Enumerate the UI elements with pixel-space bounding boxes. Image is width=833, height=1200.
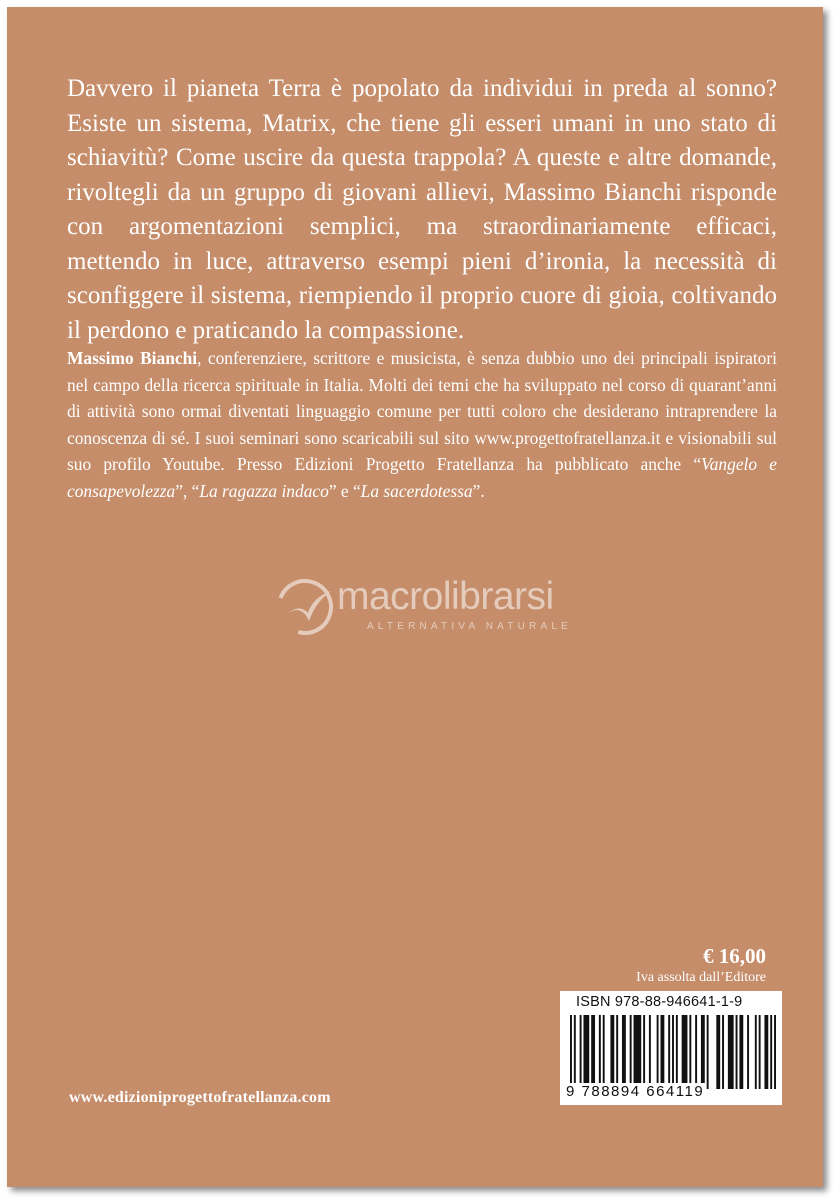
barcode-bars bbox=[570, 1015, 776, 1089]
publisher-website: www.edizioniprogettofratellanza.com bbox=[69, 1089, 331, 1106]
vat-note: Iva assolta dall’Editore bbox=[636, 970, 766, 985]
quote-sep-2: ” e “ bbox=[328, 480, 361, 501]
leaf-logo-icon bbox=[275, 577, 335, 637]
book-title-1: Vangelo e consapevolezza bbox=[67, 454, 778, 501]
book-title-3: La sacerdotessa bbox=[360, 480, 473, 501]
author-bio bbox=[67, 345, 777, 504]
price: € 16,00 bbox=[703, 944, 766, 968]
blurb-paragraph: Davvero il pianeta Terra è popolato da individui in preda al sonno? Esiste un sistema, Matrix, che tiene gli esseri umani in uno stato di schiavitù? Come uscire da questa trappola? A queste e altre domande, rivoltegli da un gruppo di giovani allievi, Massimo Bianchi risponde con argomentazioni semplici, ma straordinariamente efficaci, mettendo in luce, attraverso esempi pieni d’ironia, la necessità di sconfiggere il sistema, riempiendo il proprio cuore di gioia, coltivando il perdono e praticando la compassione. bbox=[67, 75, 777, 344]
watermark-tagline: ALTERNATIVA NATURALE bbox=[367, 621, 572, 632]
author-name: Massimo Bianchi bbox=[67, 348, 198, 368]
quote-open: “ bbox=[693, 454, 702, 474]
macrolibrarsi-watermark bbox=[275, 575, 585, 645]
isbn-barcode bbox=[560, 991, 782, 1105]
quote-sep-1: ”, “ bbox=[175, 480, 200, 501]
quote-end: ”. bbox=[472, 480, 485, 501]
isbn-label: ISBN 978-88-946641-1-9 bbox=[576, 994, 743, 1010]
watermark-name: macrolibrarsi bbox=[337, 575, 554, 618]
barcode-digits: 9 788894 664119 bbox=[566, 1083, 705, 1100]
bio-text: , conferenziere, scrittore e musicista, è senza dubbio uno dei principali ispiratori nel campo della ricerca spirituale in Italia. Molti dei temi che ha sviluppato nel corso di quarant’anni di attività sono ormai diventati linguaggio comune per tutti coloro che desiderano intraprendere la conoscenza di sé. I suoi seminari sono scaricabili sul sito www.progettofratellanza.it e visionabili sul suo profilo Youtube. Presso Edizioni Progetto Fratellanza ha pubblicato anche bbox=[67, 348, 778, 474]
back-cover bbox=[7, 7, 823, 1187]
book-title-2: La ragazza indaco bbox=[199, 480, 329, 501]
